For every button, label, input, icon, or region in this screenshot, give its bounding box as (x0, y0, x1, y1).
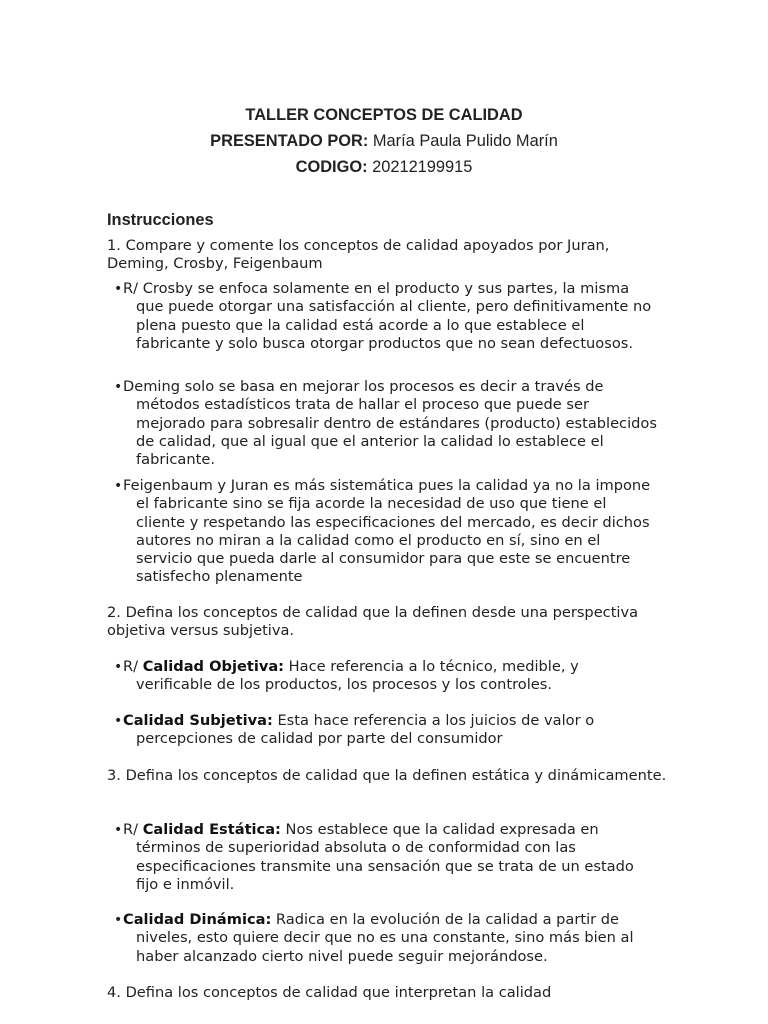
bullet-icon: • (114, 713, 123, 729)
question-1: 1. Compare y comente los conceptos de calidad apoyados por Juran, Deming, Crosby, Feigenbaum (107, 237, 610, 273)
term-label: Calidad Estática: (142, 821, 281, 838)
question-4: 4. Defina los conceptos de calidad que interpretan la calidad (107, 984, 552, 1001)
bullet-icon: • (114, 281, 123, 297)
list-item: • R/ Calidad Objetiva: Hace referencia a lo técnico, medible, y verificable de los productos, los procesos y los controles. (114, 658, 579, 694)
bullet-icon: • (114, 478, 123, 494)
presented-by-line (0, 128, 768, 154)
document-title: TALLER CONCEPTOS DE CALIDAD (245, 106, 523, 124)
list-item: • Calidad Dinámica: Radica en la evolución de la calidad a partir de niveles, esto quiere decir que no es una constante, sino más bien al haber alcanzado cierto nivel puede seguir mejorándose. (114, 911, 634, 965)
question-3: 3. Defina los conceptos de calidad que la definen estática y dinámicamente. (107, 767, 667, 784)
list-item: • R/ Calidad Estática: Nos establece que la calidad expresada en términos de superioridad absoluta o de conformidad con las especificaciones transmite una sensación que se trata de un estado fijo e inmóvil. (114, 821, 634, 893)
document-header (0, 102, 768, 180)
bullet-icon: • (114, 379, 123, 395)
bullet-icon: • (114, 912, 123, 928)
term-label: Calidad Subjetiva: (123, 712, 273, 729)
term-label: Calidad Dinámica: (123, 911, 272, 928)
presented-by-label: PRESENTADO POR: (210, 132, 369, 150)
instructions-heading: Instrucciones (107, 211, 214, 229)
term-label: Calidad Objetiva: (142, 658, 285, 675)
list-item: • R/ Crosby se enfoca solamente en el producto y sus partes, la misma que puede otorgar una satisfacción al cliente, pero definitivamente no plena puesto que la calidad está acorde a lo que establece el fabricante y solo busca otorgar productos que no sean defectuosos. (114, 280, 652, 352)
question-2: 2. Defina los conceptos de calidad que la definen desde una perspectiva objetiva versus subjetiva. (107, 604, 639, 640)
list-item: • Calidad Subjetiva: Esta hace referencia a los juicios de valor o percepciones de calidad por parte del consumidor (114, 712, 595, 748)
list-item: • Deming solo se basa en mejorar los procesos es decir a través de métodos estadísticos trata de hallar el proceso que puede ser mejorado para sobresalir dentro de estándares (producto) establecidos de calidad, que al igual que el anterior la calidad lo establece el fabricante. (114, 378, 657, 469)
presented-by-value: María Paula Pulido Marín (368, 132, 558, 150)
code-value: 20212199915 (367, 158, 473, 176)
code-line (0, 154, 768, 180)
code-label: CODIGO: (295, 158, 368, 176)
bullet-icon: • (114, 822, 123, 838)
list-item: • Feigenbaum y Juran es más sistemática pues la calidad ya no la impone el fabricante sino se fija acorde la necesidad de uso que tiene el cliente y respetando las especificaciones del mercado, es decir dichos autores no miran a la calidad como el producto en sí, sino en el servicio que pueda darle al consumidor para que este se encuentre satisfecho plenamente (114, 477, 651, 586)
bullet-icon: • (114, 659, 123, 675)
